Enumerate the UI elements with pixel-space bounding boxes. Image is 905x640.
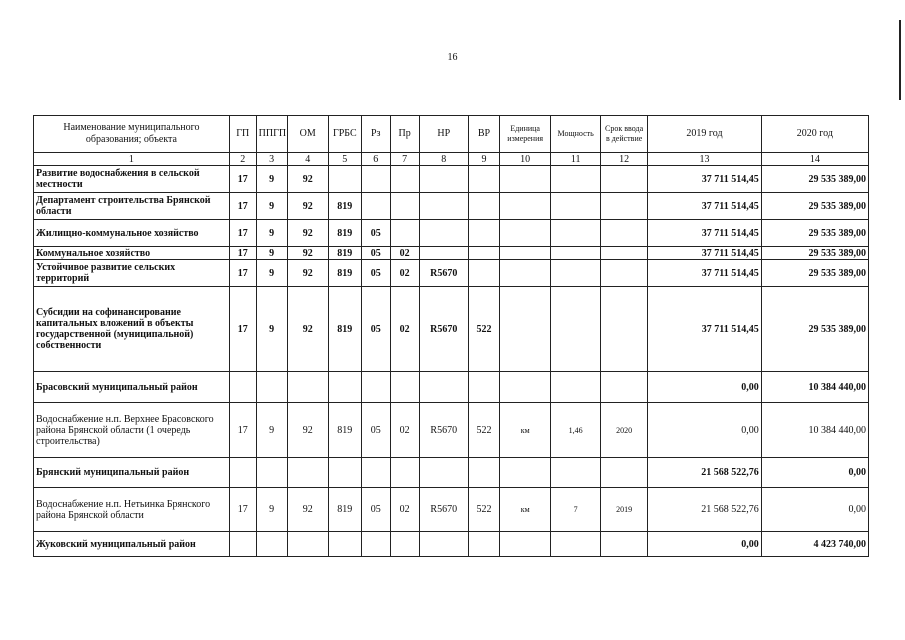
- amount-2019: 37 711 514,45: [648, 287, 761, 372]
- row-name: Жуковский муниципальный район: [34, 532, 230, 557]
- column-number: 7: [390, 153, 419, 166]
- power-cell: 7: [551, 488, 600, 532]
- amount-2019: 21 568 522,76: [648, 488, 761, 532]
- om-cell: 92: [287, 403, 328, 458]
- gp-cell: [229, 532, 256, 557]
- amount-2020: 0,00: [761, 488, 868, 532]
- table-row: [34, 458, 869, 488]
- column-number: 13: [648, 153, 761, 166]
- amount-2019: 37 711 514,45: [648, 220, 761, 247]
- amount-2020: 29 535 389,00: [761, 166, 868, 193]
- header-unit: Единица измерения: [499, 116, 551, 153]
- row-name: Водоснабжение н.п. Нетьинка Брянского района Брянской области: [34, 488, 230, 532]
- nr-cell: R5670: [419, 287, 468, 372]
- header-om: ОМ: [287, 116, 328, 153]
- pr-cell: 02: [390, 260, 419, 287]
- grbs-cell: [328, 458, 361, 488]
- om-cell: 92: [287, 247, 328, 260]
- nr-cell: R5670: [419, 403, 468, 458]
- header-row: [34, 116, 869, 153]
- vr-cell: [468, 532, 499, 557]
- om-cell: 92: [287, 260, 328, 287]
- term-cell: [600, 260, 647, 287]
- power-cell: [551, 220, 600, 247]
- amount-2019: 0,00: [648, 532, 761, 557]
- gp-cell: 17: [229, 403, 256, 458]
- unit-cell: км: [499, 488, 551, 532]
- om-cell: [287, 532, 328, 557]
- column-number: 4: [287, 153, 328, 166]
- table-body: [34, 166, 869, 557]
- page-edge-line: [899, 20, 901, 100]
- pr-cell: [390, 166, 419, 193]
- power-cell: [551, 532, 600, 557]
- column-number: 9: [468, 153, 499, 166]
- vr-cell: [468, 372, 499, 403]
- unit-cell: [499, 193, 551, 220]
- rz-cell: 05: [361, 488, 390, 532]
- om-cell: 92: [287, 166, 328, 193]
- table-row: [34, 403, 869, 458]
- pr-cell: 02: [390, 247, 419, 260]
- amount-2020: 29 535 389,00: [761, 193, 868, 220]
- table-row: [34, 193, 869, 220]
- unit-cell: [499, 260, 551, 287]
- gp-cell: 17: [229, 220, 256, 247]
- term-cell: [600, 372, 647, 403]
- nr-cell: [419, 220, 468, 247]
- term-cell: [600, 247, 647, 260]
- column-number-row: [34, 153, 869, 166]
- header-ppgp: ППГП: [256, 116, 287, 153]
- rz-cell: 05: [361, 403, 390, 458]
- column-number: 6: [361, 153, 390, 166]
- om-cell: 92: [287, 488, 328, 532]
- gp-cell: 17: [229, 247, 256, 260]
- unit-cell: [499, 372, 551, 403]
- unit-cell: [499, 220, 551, 247]
- page-number: 16: [447, 52, 458, 63]
- amount-2020: 29 535 389,00: [761, 247, 868, 260]
- power-cell: [551, 193, 600, 220]
- table-row: [34, 247, 869, 260]
- term-cell: 2020: [600, 403, 647, 458]
- budget-table: [33, 115, 869, 557]
- amount-2019: 37 711 514,45: [648, 193, 761, 220]
- power-cell: [551, 247, 600, 260]
- column-number: 14: [761, 153, 868, 166]
- amount-2020: 10 384 440,00: [761, 403, 868, 458]
- amount-2020: 29 535 389,00: [761, 287, 868, 372]
- vr-cell: [468, 458, 499, 488]
- amount-2020: 10 384 440,00: [761, 372, 868, 403]
- grbs-cell: 819: [328, 247, 361, 260]
- rz-cell: 05: [361, 260, 390, 287]
- power-cell: 1,46: [551, 403, 600, 458]
- nr-cell: [419, 247, 468, 260]
- ppgp-cell: 9: [256, 403, 287, 458]
- pr-cell: 02: [390, 488, 419, 532]
- nr-cell: [419, 193, 468, 220]
- column-number: 5: [328, 153, 361, 166]
- nr-cell: [419, 166, 468, 193]
- amount-2019: 21 568 522,76: [648, 458, 761, 488]
- term-cell: [600, 287, 647, 372]
- gp-cell: [229, 372, 256, 403]
- row-name: Жилищно-коммунальное хозяйство: [34, 220, 230, 247]
- gp-cell: 17: [229, 287, 256, 372]
- ppgp-cell: 9: [256, 287, 287, 372]
- vr-cell: [468, 220, 499, 247]
- column-number: 10: [499, 153, 551, 166]
- unit-cell: [499, 458, 551, 488]
- term-cell: [600, 532, 647, 557]
- amount-2020: 4 423 740,00: [761, 532, 868, 557]
- pr-cell: 02: [390, 287, 419, 372]
- om-cell: [287, 372, 328, 403]
- column-number: 11: [551, 153, 600, 166]
- column-number: 1: [34, 153, 230, 166]
- rz-cell: 05: [361, 287, 390, 372]
- rz-cell: [361, 532, 390, 557]
- vr-cell: 522: [468, 488, 499, 532]
- ppgp-cell: [256, 532, 287, 557]
- row-name: Развитие водоснабжения в сельской местности: [34, 166, 230, 193]
- om-cell: 92: [287, 220, 328, 247]
- row-name: Водоснабжение н.п. Верхнее Брасовского района Брянской области (1 очередь строительства): [34, 403, 230, 458]
- nr-cell: R5670: [419, 488, 468, 532]
- header-grbs: ГРБС: [328, 116, 361, 153]
- rz-cell: [361, 458, 390, 488]
- amount-2019: 37 711 514,45: [648, 260, 761, 287]
- header-vr: ВР: [468, 116, 499, 153]
- unit-cell: [499, 532, 551, 557]
- om-cell: [287, 458, 328, 488]
- ppgp-cell: 9: [256, 220, 287, 247]
- row-name: Департамент строительства Брянской области: [34, 193, 230, 220]
- grbs-cell: 819: [328, 287, 361, 372]
- gp-cell: 17: [229, 260, 256, 287]
- ppgp-cell: [256, 458, 287, 488]
- rz-cell: 05: [361, 247, 390, 260]
- ppgp-cell: 9: [256, 488, 287, 532]
- power-cell: [551, 166, 600, 193]
- ppgp-cell: [256, 372, 287, 403]
- grbs-cell: [328, 372, 361, 403]
- grbs-cell: 819: [328, 260, 361, 287]
- vr-cell: 522: [468, 403, 499, 458]
- header-nr: НР: [419, 116, 468, 153]
- header-gp: ГП: [229, 116, 256, 153]
- ppgp-cell: 9: [256, 193, 287, 220]
- unit-cell: [499, 166, 551, 193]
- row-name: Субсидии на софинансирование капитальных вложений в объекты государственной (муниципальной) собственности: [34, 287, 230, 372]
- power-cell: [551, 458, 600, 488]
- header-pr: Пр: [390, 116, 419, 153]
- column-number: 2: [229, 153, 256, 166]
- table-row: [34, 532, 869, 557]
- gp-cell: [229, 458, 256, 488]
- vr-cell: [468, 166, 499, 193]
- vr-cell: [468, 247, 499, 260]
- nr-cell: R5670: [419, 260, 468, 287]
- unit-cell: км: [499, 403, 551, 458]
- header-term: Срок ввода в действие: [600, 116, 647, 153]
- term-cell: [600, 193, 647, 220]
- amount-2020: 0,00: [761, 458, 868, 488]
- rz-cell: [361, 193, 390, 220]
- rz-cell: 05: [361, 220, 390, 247]
- row-name: Устойчивое развитие сельских территорий: [34, 260, 230, 287]
- nr-cell: [419, 532, 468, 557]
- grbs-cell: [328, 532, 361, 557]
- pr-cell: [390, 193, 419, 220]
- gp-cell: 17: [229, 193, 256, 220]
- rz-cell: [361, 166, 390, 193]
- header-power: Мощность: [551, 116, 600, 153]
- amount-2019: 0,00: [648, 403, 761, 458]
- power-cell: [551, 287, 600, 372]
- row-name: Брянский муниципальный район: [34, 458, 230, 488]
- row-name: Брасовский муниципальный район: [34, 372, 230, 403]
- term-cell: [600, 458, 647, 488]
- pr-cell: 02: [390, 403, 419, 458]
- unit-cell: [499, 247, 551, 260]
- vr-cell: [468, 260, 499, 287]
- pr-cell: [390, 458, 419, 488]
- grbs-cell: 819: [328, 403, 361, 458]
- om-cell: 92: [287, 287, 328, 372]
- table-row: [34, 220, 869, 247]
- grbs-cell: [328, 166, 361, 193]
- table-row: [34, 166, 869, 193]
- om-cell: 92: [287, 193, 328, 220]
- amount-2019: 37 711 514,45: [648, 247, 761, 260]
- nr-cell: [419, 372, 468, 403]
- grbs-cell: 819: [328, 220, 361, 247]
- unit-cell: [499, 287, 551, 372]
- term-cell: [600, 166, 647, 193]
- amount-2020: 29 535 389,00: [761, 220, 868, 247]
- term-cell: [600, 220, 647, 247]
- rz-cell: [361, 372, 390, 403]
- vr-cell: 522: [468, 287, 499, 372]
- amount-2019: 0,00: [648, 372, 761, 403]
- column-number: 12: [600, 153, 647, 166]
- term-cell: 2019: [600, 488, 647, 532]
- row-name: Коммунальное хозяйство: [34, 247, 230, 260]
- ppgp-cell: 9: [256, 260, 287, 287]
- header-name: Наименование муниципального образования; объекта: [34, 116, 230, 153]
- pr-cell: [390, 372, 419, 403]
- ppgp-cell: 9: [256, 166, 287, 193]
- header-2019: 2019 год: [648, 116, 761, 153]
- grbs-cell: 819: [328, 193, 361, 220]
- vr-cell: [468, 193, 499, 220]
- header-rz: Рз: [361, 116, 390, 153]
- header-2020: 2020 год: [761, 116, 868, 153]
- amount-2020: 29 535 389,00: [761, 260, 868, 287]
- table-row: [34, 260, 869, 287]
- nr-cell: [419, 458, 468, 488]
- gp-cell: 17: [229, 488, 256, 532]
- pr-cell: [390, 220, 419, 247]
- column-number: 3: [256, 153, 287, 166]
- column-number: 8: [419, 153, 468, 166]
- amount-2019: 37 711 514,45: [648, 166, 761, 193]
- table-row: [34, 372, 869, 403]
- power-cell: [551, 372, 600, 403]
- power-cell: [551, 260, 600, 287]
- pr-cell: [390, 532, 419, 557]
- gp-cell: 17: [229, 166, 256, 193]
- grbs-cell: 819: [328, 488, 361, 532]
- table-row: [34, 488, 869, 532]
- ppgp-cell: 9: [256, 247, 287, 260]
- table-row: [34, 287, 869, 372]
